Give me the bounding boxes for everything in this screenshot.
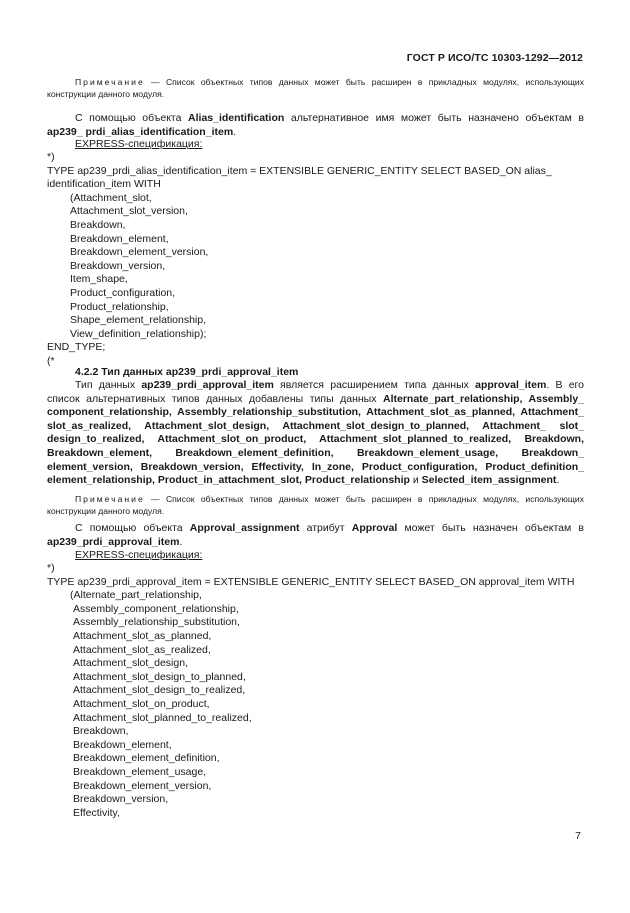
code-list-item: Attachment_slot_as_planned, [73,629,212,642]
para2-prefix: Тип данных [75,379,142,391]
express-code-1 [47,151,584,369]
code-list-item: Attachment_slot_version, [70,205,188,218]
code-list-item: Breakdown_element, [73,738,172,751]
code-list-item: Breakdown_version, [70,259,166,272]
para1-suffix: . [233,125,237,138]
code-list-item: Breakdown_element_version, [70,246,209,259]
paragraph-approval-item [47,379,584,488]
code-list-item: Attachment_slot_as_realized, [73,643,211,656]
para2-type-name: ap239_prdi_approval_item [141,379,274,391]
para3-middle2: может быть назначен объектам в [397,522,584,534]
code-list-item: Assembly_component_relationship, [73,602,239,615]
code2-open: *) [47,562,55,574]
para3-suffix: . [179,535,183,548]
code-list-item: Assembly_relationship_substitution, [73,616,240,629]
note-1-label: Примечание [75,77,145,87]
code-list-item: Breakdown, [73,725,129,738]
code-list-item: Shape_element_relationship, [70,314,207,327]
para2-conj: и [409,474,422,487]
express-label-1 [47,138,584,152]
para3-entity: Approval_assignment [189,522,300,534]
code-list-item: Breakdown_element_usage, [73,765,207,778]
para3-prefix: С помощью объекта [75,522,190,534]
code-list-item: Attachment_slot_on_product, [73,697,210,710]
note-2-label: Примечание [75,494,145,504]
para2-middle: является расширением типа данных [273,379,476,391]
para2-suffix: . [556,474,560,487]
section-title: Тип данных ap239_prdi_approval_item [101,366,299,378]
para3-attr: Approval [351,522,398,534]
code1-open: *) [47,151,55,163]
code-list-item: Breakdown_element_definition, [73,752,220,765]
code-list-item: Effectivity, [73,806,120,819]
express-label-2 [47,549,584,563]
para2-base-type: approval_item [475,379,547,391]
paragraph-approval-assignment [47,522,584,549]
section-number: 4.2.2 [75,366,99,378]
note-2 [47,494,584,517]
paragraph-alias [47,112,584,139]
code2-first-item: (Alternate_part_relationship, [70,589,202,602]
code2-type-line: TYPE ap239_prdi_approval_item = EXTENSIBLE GENERIC_ENTITY SELECT BASED_ON approval_item WITH [47,575,575,588]
code-list-item: Breakdown_element, [70,232,169,245]
code1-end: END_TYPE; [47,341,106,354]
note-1-text: — Список объектных типов данных может быть расширен в прикладных модулях, использующих конструкции данного модуля. [47,77,584,99]
code-list-item: Attachment_slot_planned_to_realized, [73,711,252,724]
code1-items [47,192,584,342]
code2-items [47,603,584,821]
para1-prefix: С помощью объекта [75,112,189,124]
para2-middle2: . В его список альтернативных типов данных добавлены типы данных [47,379,584,405]
code-list-item: Breakdown_element_version, [73,779,212,792]
section-heading [47,366,584,380]
code-list-item: Product_relationship, [70,300,169,313]
code-list-item: Attachment_slot_design_to_planned, [73,670,246,683]
code1-type-line-2: identification_item WITH [47,178,161,191]
code-list-item: Item_shape, [70,273,128,286]
code1-close: (* [47,354,55,367]
express-label-1-text: EXPRESS-спецификация: [75,138,203,150]
code-list-item: Attachment_slot_design_to_realized, [73,684,246,697]
express-code-2 [47,562,584,820]
para1-target: ap239_ prdi_alias_identification_item [47,125,234,138]
page-number: 7 [575,830,581,842]
para2-types-list: Alternate_part_relationship, Assembly_ component_relationship, Assembly_relationship_substitution, Attachment_slot_as_planned, Attachment_ slot_as_realized, Attachment_slot_design, Attachment_slot_design_to_planned, Attachment_ slot_ design_to_realized, Attachment_slot_on_product, Attachment_slot_planned_to_realized, Breakdown, Breakdown_element, Breakdown_element_definition, Breakdown_element_usage, Breakdown_ element_version, Breakdown_version, Effectivity, In_zone, Product_configuration, Product_definition_ element_relationship, Product_in_attachment_slot, Product_relationship [47,392,584,487]
note-1 [47,77,584,100]
para3-middle: атрибут [299,522,352,534]
express-label-2-text: EXPRESS-спецификация: [75,549,203,561]
code1-type-line: TYPE ap239_prdi_alias_identification_item = EXTENSIBLE GENERIC_ENTITY SELECT BASED_ON alias_ [47,164,552,177]
para1-middle: альтернативное имя может быть назначено объектам в [284,112,584,124]
para1-entity: Alias_identification [188,112,285,124]
code-list-item: (Attachment_slot, [70,191,152,204]
code-list-item: Breakdown_version, [73,793,169,806]
note-2-text: — Список объектных типов данных может быть расширен в прикладных модулях, использующих конструкции данного модуля. [47,494,584,516]
code-list-item: Product_configuration, [70,286,176,299]
code-list-item: View_definition_relationship); [70,327,207,340]
code-list-item: Attachment_slot_design, [73,657,188,670]
standard-header: ГОСТ Р ИСО/ТС 10303-1292—2012 [406,52,583,64]
code-list-item: Breakdown, [70,218,126,231]
para3-target: ap239_prdi_approval_item [47,535,180,548]
para2-last-type: Selected_item_assignment [421,474,557,487]
